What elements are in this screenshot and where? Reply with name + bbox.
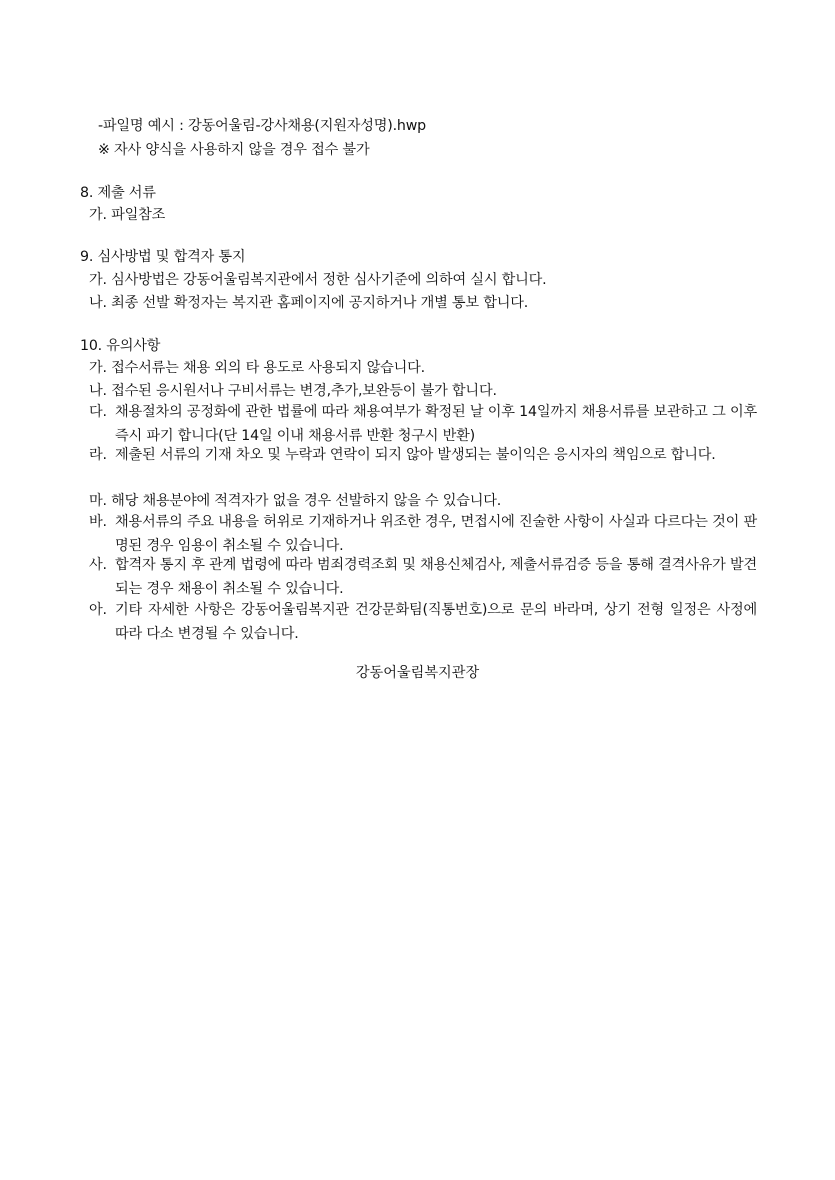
- section-10-item: [89, 510, 757, 558]
- section-10-item: [89, 553, 757, 601]
- section-10-item: [89, 358, 425, 378]
- item-label: 다.: [89, 404, 107, 420]
- section-10-item: [89, 443, 757, 467]
- section-9-item: [89, 293, 528, 313]
- section-10-item: [89, 491, 501, 511]
- item-label: 사.: [89, 557, 107, 573]
- section-10-item: [89, 400, 757, 448]
- item-label: 가.: [89, 207, 107, 223]
- item-label: 가.: [89, 360, 107, 376]
- item-text: 심사방법은 강동어울림복지관에서 정한 심사기준에 의하여 실시 합니다.: [111, 272, 547, 288]
- item-label: 라.: [89, 447, 107, 463]
- format-note: ※ 자사 양식을 사용하지 않을 경우 접수 불가: [98, 142, 370, 158]
- section-8-item: [89, 205, 165, 225]
- signature: 강동어울림복지관장: [355, 665, 480, 681]
- item-text: 최종 선발 확정자는 복지관 홈페이지에 공지하거나 개별 통보 합니다.: [111, 295, 529, 311]
- item-text: 제출된 서류의 기재 차오 및 누락과 연락이 되지 않아 발생되는 불이익은 응시자의 책임으로 합니다.: [115, 447, 716, 463]
- section-8-heading: 8. 제출 서류: [80, 185, 156, 201]
- item-text: 채용절차의 공정화에 관한 법률에 따라 채용여부가 확정된 날 이후 14일까지 채용서류를 보관하고 그 이후 즉시 파기 합니다(단 14일 이내 채용서류 반환 청구시 반환): [115, 404, 757, 444]
- item-label: 나.: [89, 383, 107, 399]
- item-label: 아.: [89, 602, 107, 618]
- item-label: 바.: [89, 514, 107, 530]
- section-10-item: [89, 598, 757, 646]
- item-label: 가.: [89, 272, 107, 288]
- section-10-item: [89, 381, 497, 401]
- item-label: 마.: [89, 493, 107, 509]
- item-text: 접수서류는 채용 외의 타 용도로 사용되지 않습니다.: [111, 360, 425, 376]
- item-text: 기타 자세한 사항은 강동어울림복지관 건강문화팀(직통번호)으로 문의 바라며, 상기 전형 일정은 사정에 따라 다소 변경될 수 있습니다.: [115, 602, 757, 642]
- item-text: 합격자 통지 후 관계 법령에 따라 범죄경력조회 및 채용신체검사, 제출서류검증 등을 통해 결격사유가 발견되는 경우 채용이 취소될 수 있습니다.: [115, 557, 757, 597]
- filename-example: -파일명 예시 : 강동어울림-강사채용(지원자성명).hwp: [98, 118, 426, 134]
- item-text: 해당 채용분야에 적격자가 없을 경우 선발하지 않을 수 있습니다.: [111, 493, 502, 509]
- item-label: 나.: [89, 295, 107, 311]
- section-9-heading: 9. 심사방법 및 합격자 통지: [80, 249, 246, 265]
- item-text: 파일참조: [111, 207, 166, 223]
- item-text: 채용서류의 주요 내용을 허위로 기재하거나 위조한 경우, 면접시에 진술한 사항이 사실과 다르다는 것이 판명된 경우 임용이 취소될 수 있습니다.: [115, 514, 757, 554]
- section-9-item: [89, 270, 546, 290]
- section-10-heading: 10. 유의사항: [80, 338, 161, 354]
- item-text: 접수된 응시원서나 구비서류는 변경,추가,보완등이 불가 합니다.: [111, 383, 497, 399]
